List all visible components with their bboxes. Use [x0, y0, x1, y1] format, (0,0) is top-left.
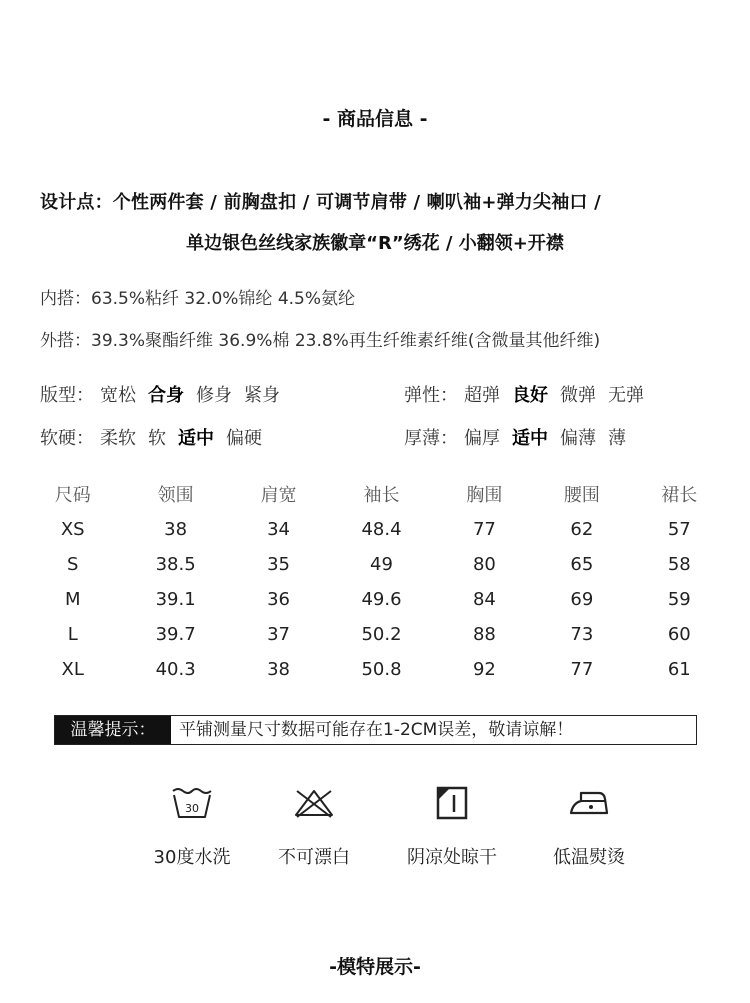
model-title: -模特展示-	[329, 956, 421, 978]
table-cell: 77	[570, 659, 594, 680]
table-cell: 77	[472, 519, 496, 540]
fit-row	[40, 381, 292, 407]
softness-option: 偏硬	[226, 428, 262, 449]
fit-option-selected: 合身	[148, 385, 184, 406]
design-points-line-1: 设计点：个性两件套 / 前胸盘扣 / 可调节肩带 / 喇叭袖+弹力尖袖口 /	[40, 192, 601, 213]
table-row	[24, 617, 728, 652]
svg-text:30: 30	[185, 802, 199, 815]
care-item-wash	[122, 785, 262, 869]
table-cell: 92	[472, 659, 496, 680]
elasticity-option: 微弹	[560, 385, 596, 406]
table-row	[24, 547, 728, 582]
header-size: 尺码	[54, 485, 91, 506]
table-cell: 37	[267, 624, 291, 645]
table-cell: 62	[570, 519, 594, 540]
header-waist: 腰围	[563, 485, 600, 506]
elasticity-option: 超弹	[464, 385, 500, 406]
thickness-label: 厚薄：	[404, 428, 458, 449]
low-iron-icon	[567, 785, 611, 821]
material-inner: 内搭：63.5%粘纤 32.0%锦纶 4.5%氨纶	[40, 289, 356, 309]
header-shoulder: 肩宽	[260, 485, 297, 506]
softness-row	[40, 424, 274, 450]
elasticity-option: 无弹	[608, 385, 644, 406]
shade-dry-icon	[430, 785, 474, 821]
table-cell: 60	[667, 624, 691, 645]
notice-text: 平铺测量尺寸数据可能存在1-2CM误差，敬请谅解！	[179, 720, 574, 740]
elasticity-row	[404, 381, 656, 407]
care-label-shade-dry: 阴凉处晾干	[407, 847, 497, 868]
softness-option-selected: 适中	[178, 428, 214, 449]
care-item-no-bleach	[244, 785, 384, 869]
thickness-option: 偏薄	[560, 428, 596, 449]
table-cell: 36	[267, 589, 291, 610]
fit-label: 版型：	[40, 385, 94, 406]
no-bleach-icon	[292, 785, 336, 821]
fit-option: 紧身	[244, 385, 280, 406]
table-cell: 35	[267, 554, 291, 575]
size-table-header	[24, 476, 728, 512]
table-cell: 88	[472, 624, 496, 645]
table-cell: 61	[667, 659, 691, 680]
elasticity-option-selected: 良好	[512, 385, 548, 406]
table-cell: 48.4	[361, 519, 402, 540]
table-cell: S	[66, 554, 79, 575]
table-cell: 65	[570, 554, 594, 575]
table-cell: 69	[570, 589, 594, 610]
table-cell: XS	[60, 519, 85, 540]
thickness-option-selected: 适中	[512, 428, 548, 449]
table-cell: 38	[267, 659, 291, 680]
table-cell: XL	[61, 659, 84, 680]
table-cell: 80	[472, 554, 496, 575]
thickness-option: 偏厚	[464, 428, 500, 449]
fit-option: 宽松	[100, 385, 136, 406]
notice-label: 温馨提示：	[55, 716, 171, 744]
table-cell: 73	[570, 624, 594, 645]
softness-label: 软硬：	[40, 428, 94, 449]
table-cell: 50.8	[361, 659, 402, 680]
table-row	[24, 582, 728, 617]
design-points-line-2: 单边银色丝线家族徽章“R”绣花 / 小翻领+开襟	[186, 233, 564, 254]
elasticity-label: 弹性：	[404, 385, 458, 406]
table-cell: 57	[667, 519, 691, 540]
care-label-low-iron: 低温熨烫	[553, 847, 625, 868]
care-label-no-bleach: 不可漂白	[278, 847, 350, 868]
thickness-option: 薄	[608, 428, 626, 449]
softness-option: 柔软	[100, 428, 136, 449]
table-cell: 34	[267, 519, 291, 540]
table-cell: 38.5	[155, 554, 196, 575]
header-collar: 领围	[157, 485, 194, 506]
table-cell: 49.6	[361, 589, 402, 610]
table-cell: 39.7	[155, 624, 196, 645]
measurement-notice	[54, 715, 697, 745]
table-cell: 49	[370, 554, 393, 575]
table-cell: M	[64, 589, 81, 610]
care-item-low-iron	[519, 785, 659, 869]
size-table	[24, 476, 728, 687]
table-cell: 38	[164, 519, 188, 540]
thickness-row	[404, 424, 638, 450]
table-row	[24, 652, 728, 687]
material-outer: 外搭：39.3%聚酯纤维 36.9%棉 23.8%再生纤维素纤维(含微量其他纤维)	[40, 331, 601, 351]
table-cell: 84	[472, 589, 496, 610]
header-sleeve: 袖长	[363, 485, 400, 506]
table-cell: 58	[667, 554, 691, 575]
product-info-title: - 商品信息 -	[322, 108, 428, 130]
table-cell: 40.3	[155, 659, 196, 680]
table-cell: 50.2	[361, 624, 402, 645]
softness-option: 软	[148, 428, 166, 449]
care-item-shade-dry	[382, 785, 522, 869]
table-row	[24, 512, 728, 547]
table-cell: L	[67, 624, 78, 645]
header-bust: 胸围	[466, 485, 503, 506]
wash-30-icon	[170, 785, 214, 821]
table-cell: 59	[667, 589, 691, 610]
care-label-wash: 30度水洗	[153, 847, 231, 868]
header-length: 裙长	[661, 485, 698, 506]
fit-option: 修身	[196, 385, 232, 406]
table-cell: 39.1	[155, 589, 196, 610]
